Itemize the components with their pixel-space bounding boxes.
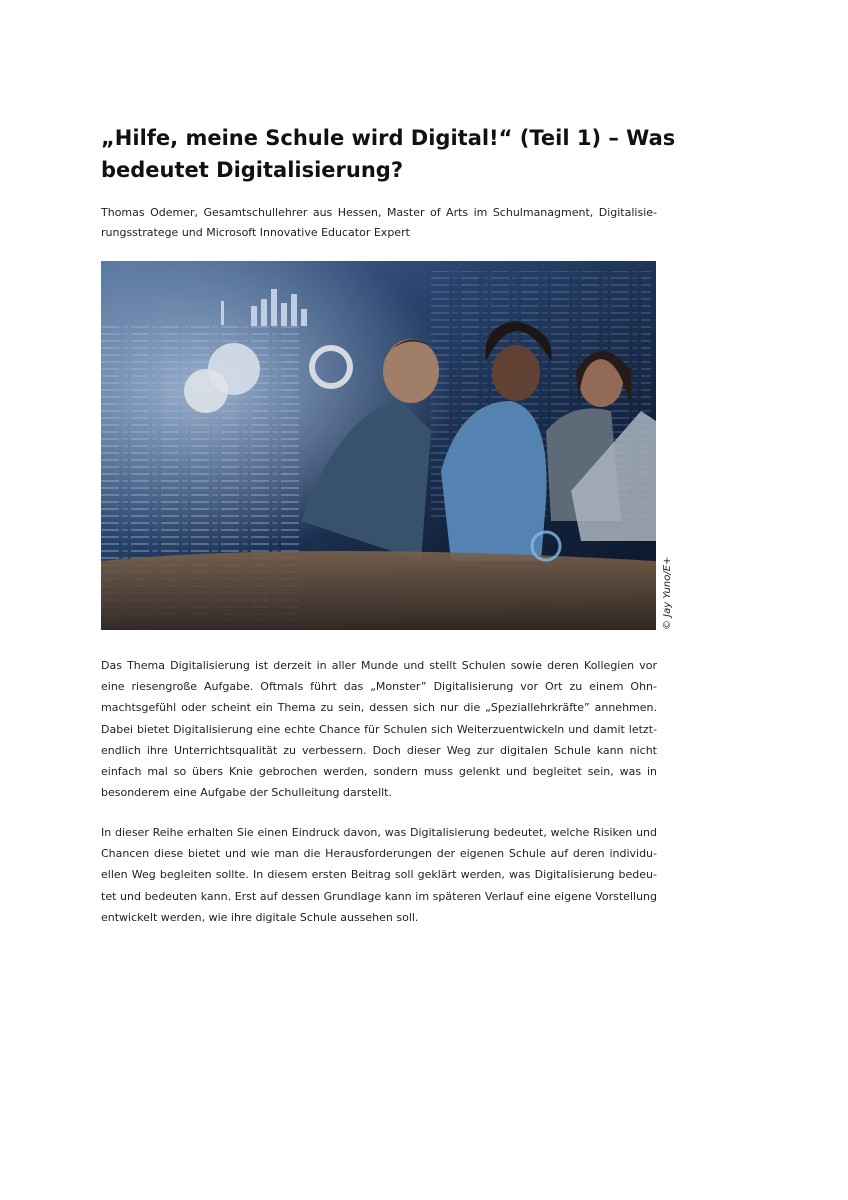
body-paragraph xyxy=(101,822,657,928)
paragraph-line: Dabei bietet Digitalisierung eine echte Chance für Schulen sich Weiterzuentwickeln und damit letzt- xyxy=(101,722,657,736)
title-line: „Hilfe, meine Schule wird Digital!“ (Teil 1) – Was xyxy=(101,126,676,150)
paragraph-line: In dieser Reihe erhalten Sie einen Eindruck davon, was Digitalisierung bedeutet, welche Risiken und xyxy=(101,826,657,839)
paragraph-line: Chancen diese bietet und wie man die Herausforderungen der eigenen Schule auf deren individu- xyxy=(101,847,657,861)
article-title xyxy=(101,122,681,186)
paragraph-line: entwickelt werden, wie ihre digitale Schule aussehen soll. xyxy=(101,910,419,924)
author-line: rungsstratege und Microsoft Innovative Educator Expert xyxy=(101,226,410,239)
paragraph-line: eine riesengroße Aufgabe. Oftmals führt das „Monster” Digitalisierung vor Ort zu einem Ohn- xyxy=(101,680,657,694)
hero-photo xyxy=(101,261,656,630)
image-credit: © Jay Yuno/E+ xyxy=(662,556,673,630)
author-byline xyxy=(101,203,657,243)
author-line: Thomas Odemer, Gesamtschullehrer aus Hessen, Master of Arts im Schulmanagment, Digitalisie- xyxy=(101,206,657,219)
paragraph-line: ellen Weg begleiten sollte. In diesem ersten Beitrag soll geklärt werden, was Digitalisierung bedeu- xyxy=(101,868,657,882)
paragraph-line: besonderem eine Aufgabe der Schulleitung darstellt. xyxy=(101,786,392,800)
paragraph-line: machtsgefühl oder scheint ein Thema zu sein, dessen sich nur die „Speziallehrkräfte” annehmen. xyxy=(101,701,657,715)
paragraph-line: endlich ihre Unterrichtsqualität zu verbessern. Doch dieser Weg zur digitalen Schule kann nicht xyxy=(101,743,657,757)
paragraph-line: Das Thema Digitalisierung ist derzeit in aller Munde und stellt Schulen sowie deren Kollegien vor xyxy=(101,659,657,672)
title-line: bedeutet Digitalisierung? xyxy=(101,158,404,182)
body-paragraph xyxy=(101,655,657,803)
paragraph-line: tet und bedeuten kann. Erst auf dessen Grundlage kann im späteren Verlauf eine eigene Vorstellung xyxy=(101,889,657,903)
paragraph-line: einfach mal so übers Knie gebrochen werden, sondern muss gelenkt und begleitet sein, was in xyxy=(101,765,657,779)
